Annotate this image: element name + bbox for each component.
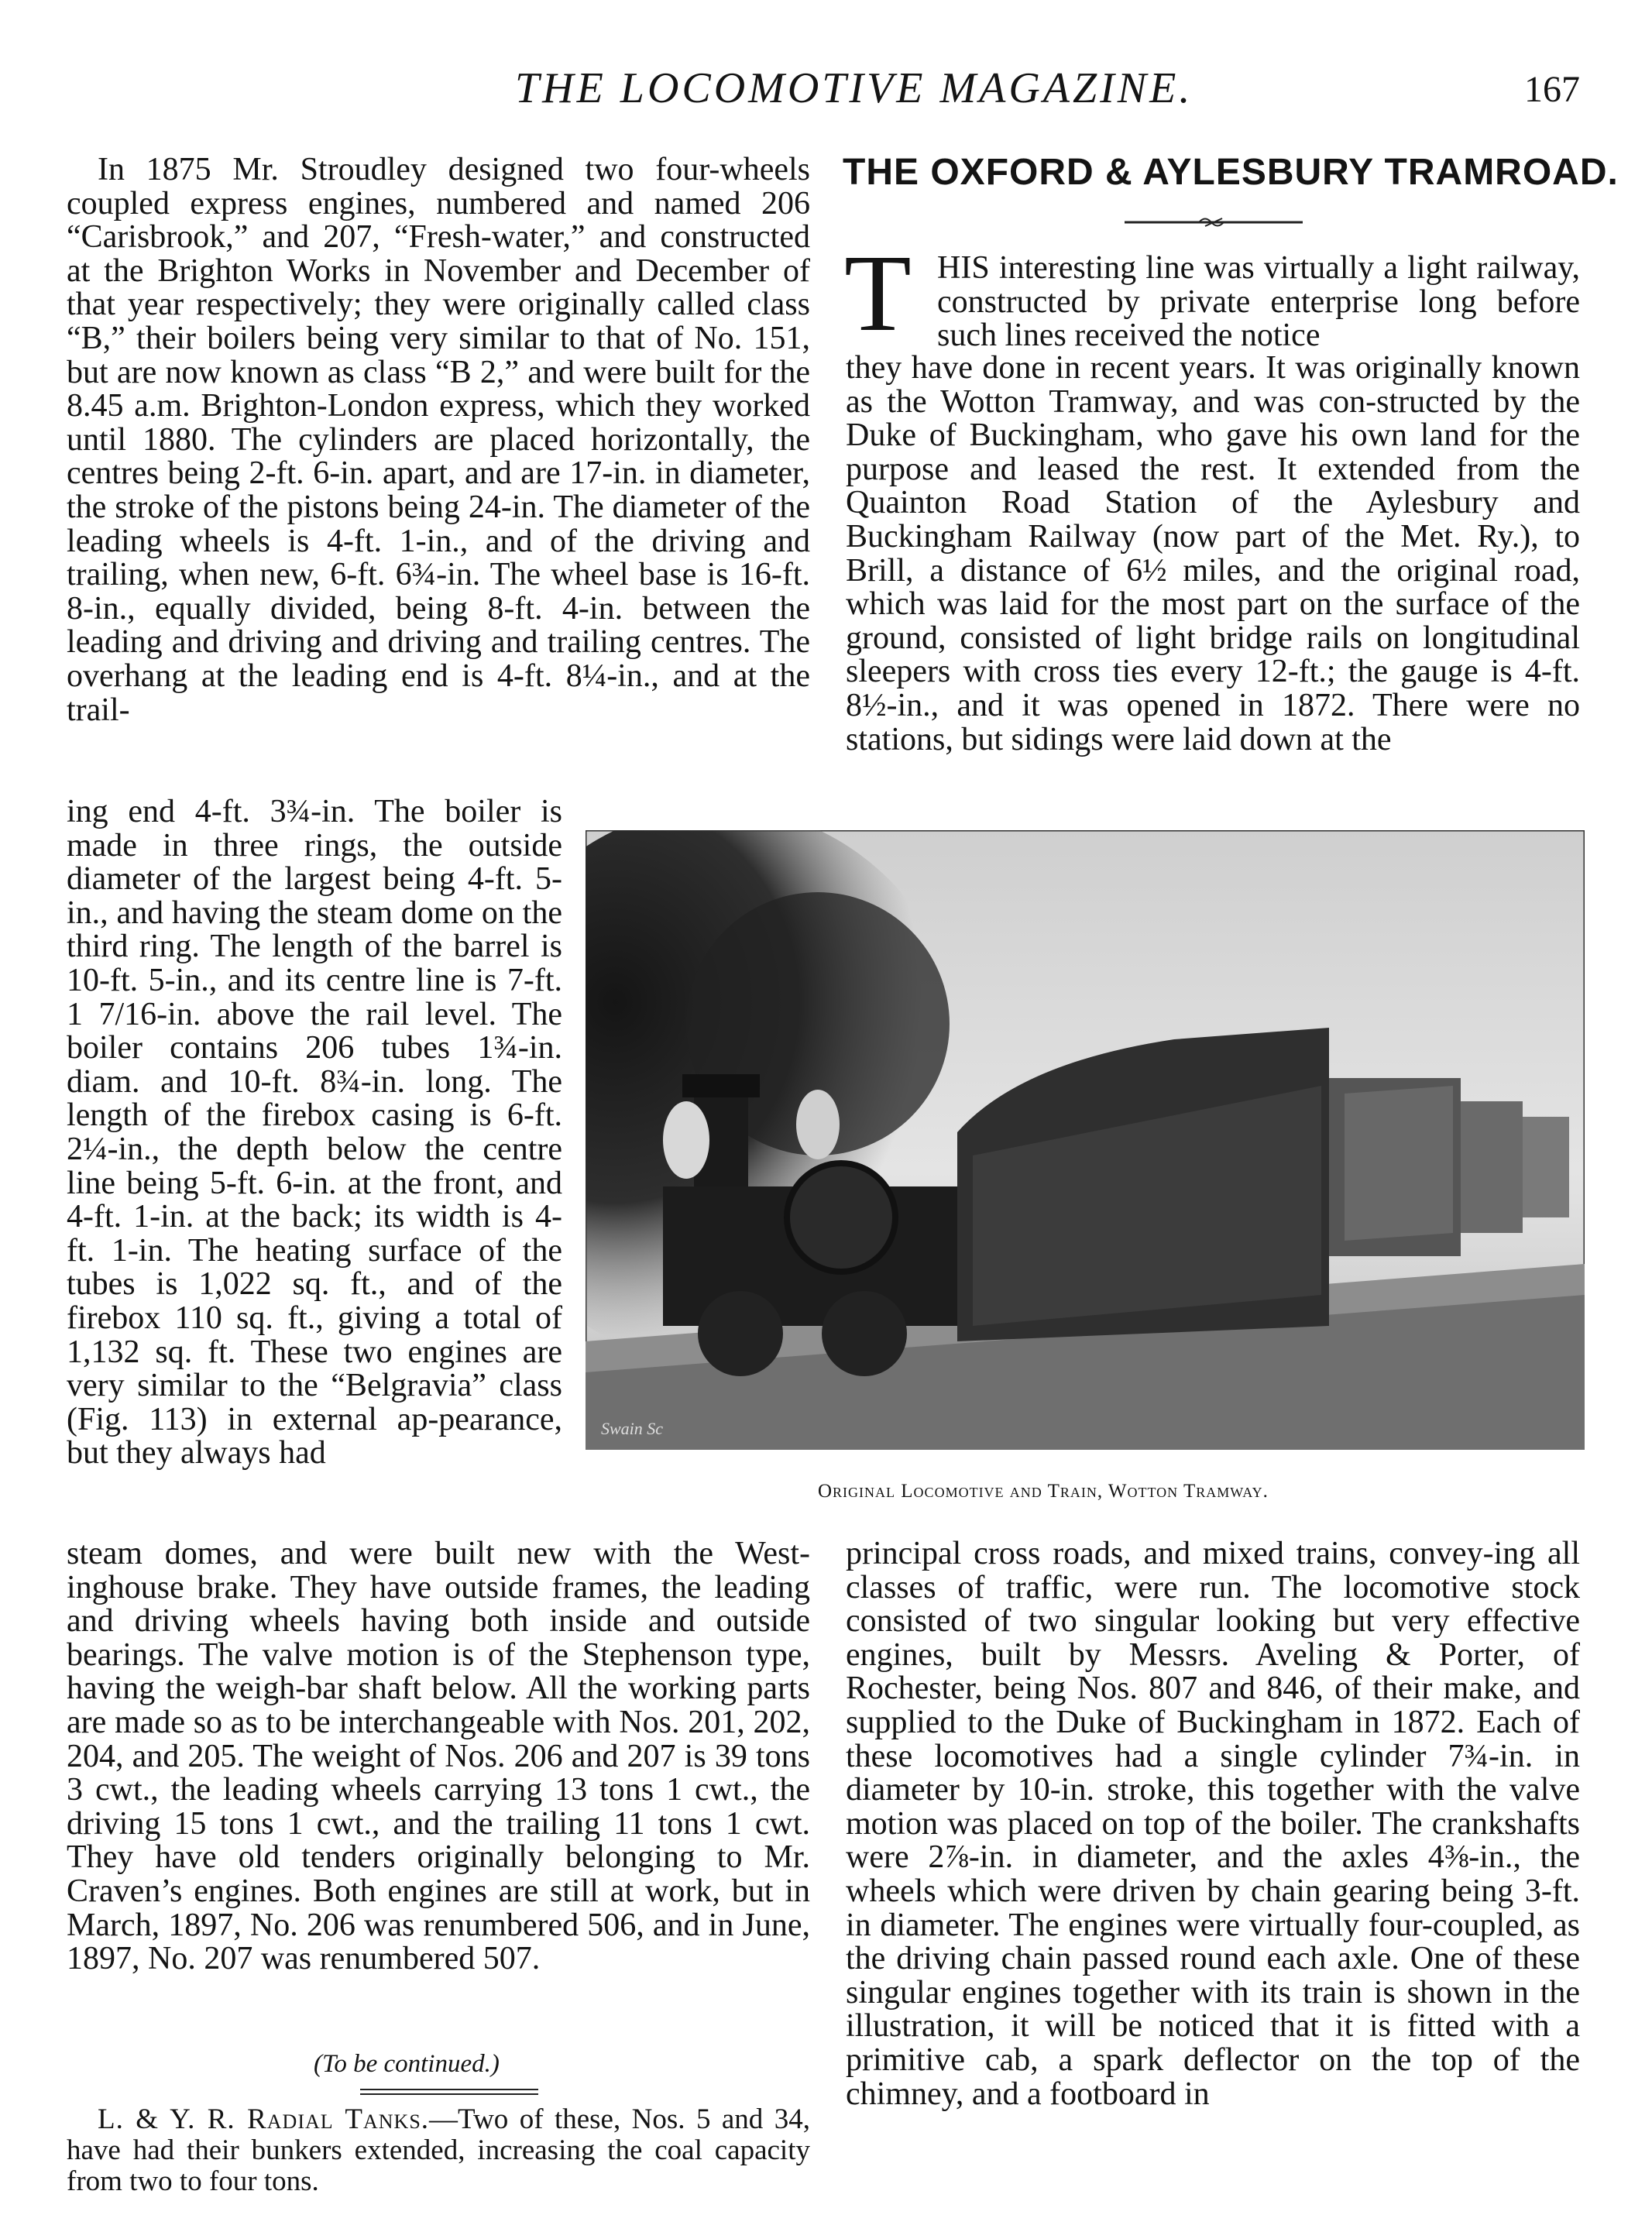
radial-tanks-note bbox=[67, 2104, 810, 2197]
section-divider bbox=[360, 2089, 538, 2095]
running-head: THE LOCOMOTIVE MAGAZINE. bbox=[515, 64, 1193, 112]
left-column-beside-photo bbox=[67, 795, 562, 1471]
page-number: 167 bbox=[1524, 69, 1580, 110]
wotton-history-paragraph: they have done in recent years. It was originally known as the Wotton Tramway, and was con-structed by the Duke of Buckingham, who gave his own land for the purpose and leased the rest. It extended from the Quainton Road Station of the Aylesbury and Buckingham Railway (now part of the Met. Ry.), to Brill, a distance of 6½ miles, and the original road, which was laid for the most part on the surface of the ground, consisted of light bridge rails on longitudinal sleepers with cross ties every 12-ft.; the gauge is 4-ft. 8½-in., and it was opened in 1872. There were no stations, but sidings were laid down at the bbox=[846, 350, 1580, 757]
right-column-opening bbox=[937, 252, 1580, 353]
locomotive-train-photo bbox=[586, 830, 1585, 1450]
article-title: THE OXFORD & AYLESBURY TRAMROAD. bbox=[843, 152, 1619, 193]
right-column-bottom bbox=[846, 1537, 1580, 2111]
stroudley-paragraph-start: In 1875 Mr. Stroudley designed two four-wheels coupled express engines, numbered and named 206 “Carisbrook,” and 207, “Fresh-water,” and constructed at the Brighton Works in November and December of that year respectively; they were originally called class “B,” their boilers being very similar to that of No. 151, but are now known as class “B 2,” and were built for the 8.45 a.m. Brighton-London express, which they worked until 1880. The cylinders are placed horizontally, the centres being 2-ft. 6-in. apart, and are 17-in. in diameter, the stroke of the pistons being 24-in. The diameter of the leading wheels is 4-ft. 1-in., and of the driving and trailing, when new, 6-ft. 6¾-in. The wheel base is 16-ft. 8-in., equally divided, being 8-ft. 4-in. between the leading and driving and driving and trailing centres. The overhang at the leading end is 4-ft. 8¼-in., and at the trail- bbox=[67, 152, 810, 728]
note-heading: L. & Y. R. Radial Tanks. bbox=[98, 2103, 430, 2135]
radial-tanks-paragraph bbox=[67, 2104, 810, 2197]
photo-caption: Original Locomotive and Train, Wotton Tramway. bbox=[818, 1481, 1269, 1502]
to-be-continued: (To be continued.) bbox=[314, 2050, 500, 2078]
opening-lines: HIS interesting line was virtually a light railway, constructed by private enterprise long before such lines received the notice bbox=[937, 250, 1580, 354]
note-text: —Two of these, Nos. 5 and 34, have had their bunkers extended, increasing the coal capacity from two to four tons. bbox=[67, 2103, 810, 2197]
brake-paragraph: steam domes, and were built new with the West-inghouse brake. They have outside frames, the leading and driving wheels having both inside and outside bearings. The valve motion is of the Stephenson type, having the weigh-bar shaft below. All the working parts are made so as to be interchangeable with Nos. 201, 202, 204, and 205. The weight of Nos. 206 and 207 is 39 tons 3 cwt., the leading wheels carrying 13 tons 1 cwt., the driving 15 tons 1 cwt., and the trailing 11 tons 1 cwt. They have old tenders originally belonging to Mr. Craven’s engines. Both engines are still at work, but in March, 1897, No. 206 was renumbered 506, and in June, 1897, No. 207 was renumbered 507. bbox=[67, 1536, 810, 1977]
left-column-top bbox=[67, 153, 810, 727]
locomotive-stock-paragraph: principal cross roads, and mixed trains, convey-ing all classes of traffic, were run. The locomotive stock consisted of two singular looking but very effective engines, built by Messrs. Aveling & Porter, of Rochester, being Nos. 807 and 846, of their make, and supplied to the Duke of Buckingham in 1872. Each of these locomotives had a single cylinder 7¾-in. in diameter by 10-in. stroke, this together with the valve motion was placed on top of the boiler. The crankshafts were 2⅞-in. in diameter, and the axles 4⅜-in., the wheels which were driven by chain gearing being 3-ft. in diameter. The engines were virtually four-coupled, as the driving chain passed round each axle. One of these singular engines together with its train is shown in the illustration, it will be noticed that it is fitted with a primitive cab, a spark deflector on the top of the chimney, and a footboard in bbox=[846, 1536, 1580, 2112]
drop-cap: T bbox=[844, 232, 912, 354]
boiler-paragraph: ing end 4-ft. 3¾-in. The boiler is made in three rings, the outside diameter of the largest being 4-ft. 5-in., and having the steam dome on the third ring. The length of the barrel is 10-ft. 5-in., and its centre line is 7-ft. 1 7/16-in. above the rail level. The boiler contains 206 tubes 1¾-in. diam. and 10-ft. 8¾-in. long. The length of the firebox casing is 6-ft. 2¼-in., the depth below the centre line being 5-ft. 6-in. at the front, and 4-ft. 1-in. at the back; its width is 4-ft. 1-in. The heating surface of the tubes is 1,022 sq. ft., and of the firebox 110 sq. ft., giving a total of 1,132 sq. ft. These two engines are very similar to the “Belgravia” class (Fig. 113) in external ap-pearance, but they always had bbox=[67, 794, 562, 1471]
title-ornament bbox=[1125, 211, 1303, 234]
right-column-top bbox=[846, 352, 1580, 757]
engraver-signature: Swain Sc bbox=[601, 1419, 664, 1438]
left-column-bottom bbox=[67, 1537, 810, 1976]
